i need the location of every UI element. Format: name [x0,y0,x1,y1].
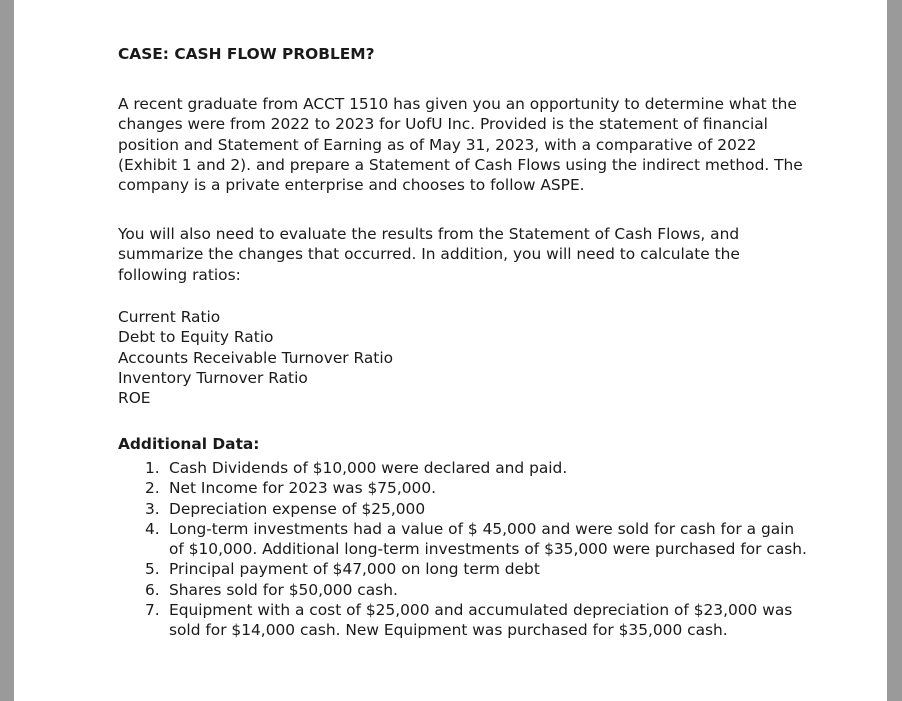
additional-data-item [118,519,808,560]
item-number: 2. [145,479,160,498]
ratio-item: Current Ratio [118,308,221,326]
item-number: 3. [145,499,160,518]
item-text: Cash Dividends of $10,000 were declared and paid. [169,459,568,477]
document-page [14,0,887,701]
ratio-item: ROE [118,389,151,408]
case-title: CASE: CASH FLOW PROBLEM? [118,45,375,63]
ratio-item: Inventory Turnover Ratio [118,368,308,387]
ratio-item: Debt to Equity Ratio [118,328,274,347]
additional-data-list [118,458,808,641]
ratio-item: Accounts Receivable Turnover Ratio [118,348,394,367]
additional-data-item [118,458,808,478]
additional-data-heading: Additional Data: [118,435,260,453]
item-text: Principal payment of $47,000 on long term debt [169,560,540,579]
intro-paragraph: A recent graduate from ACCT 1510 has given you an opportunity to determine what the changes were from 2022 to 2023 for UofU Inc. Provided is the statement of financial position and Statement of Earning as of May 31, 2023, with a comparative of 2022 (Exhibit 1 and 2). and prepare a Statement of Cash Flows using the indirect method. The company is a private enterprise and chooses to follow ASPE. [118,95,803,195]
additional-data-item [118,559,808,579]
ratio-list [118,307,393,408]
item-number: 6. [145,580,160,599]
item-text: Depreciation expense of $25,000 [169,499,426,518]
additional-data-item [118,478,808,498]
item-number: 7. [145,601,160,620]
item-number: 5. [145,560,160,579]
item-number: 4. [145,519,160,538]
item-text: Net Income for 2023 was $75,000. [169,479,437,498]
additional-data-item [118,580,808,600]
item-number: 1. [145,459,160,477]
item-text: Equipment with a cost of $25,000 and accumulated depreciation of $23,000 was sold for $14,000 cash. New Equipment was purchased for $35,000 cash. [169,601,793,640]
item-text: Long-term investments had a value of $ 45,000 and were sold for cash for a gain of $10,000. Additional long-term investments of $35,000 were purchased for cash. [169,519,807,559]
additional-data-item [118,499,808,519]
instructions-paragraph: You will also need to evaluate the results from the Statement of Cash Flows, and summarize the changes that occurred. In addition, you will need to calculate the following ratios: [118,225,740,284]
item-text: Shares sold for $50,000 cash. [169,580,398,599]
additional-data-item [118,600,808,641]
